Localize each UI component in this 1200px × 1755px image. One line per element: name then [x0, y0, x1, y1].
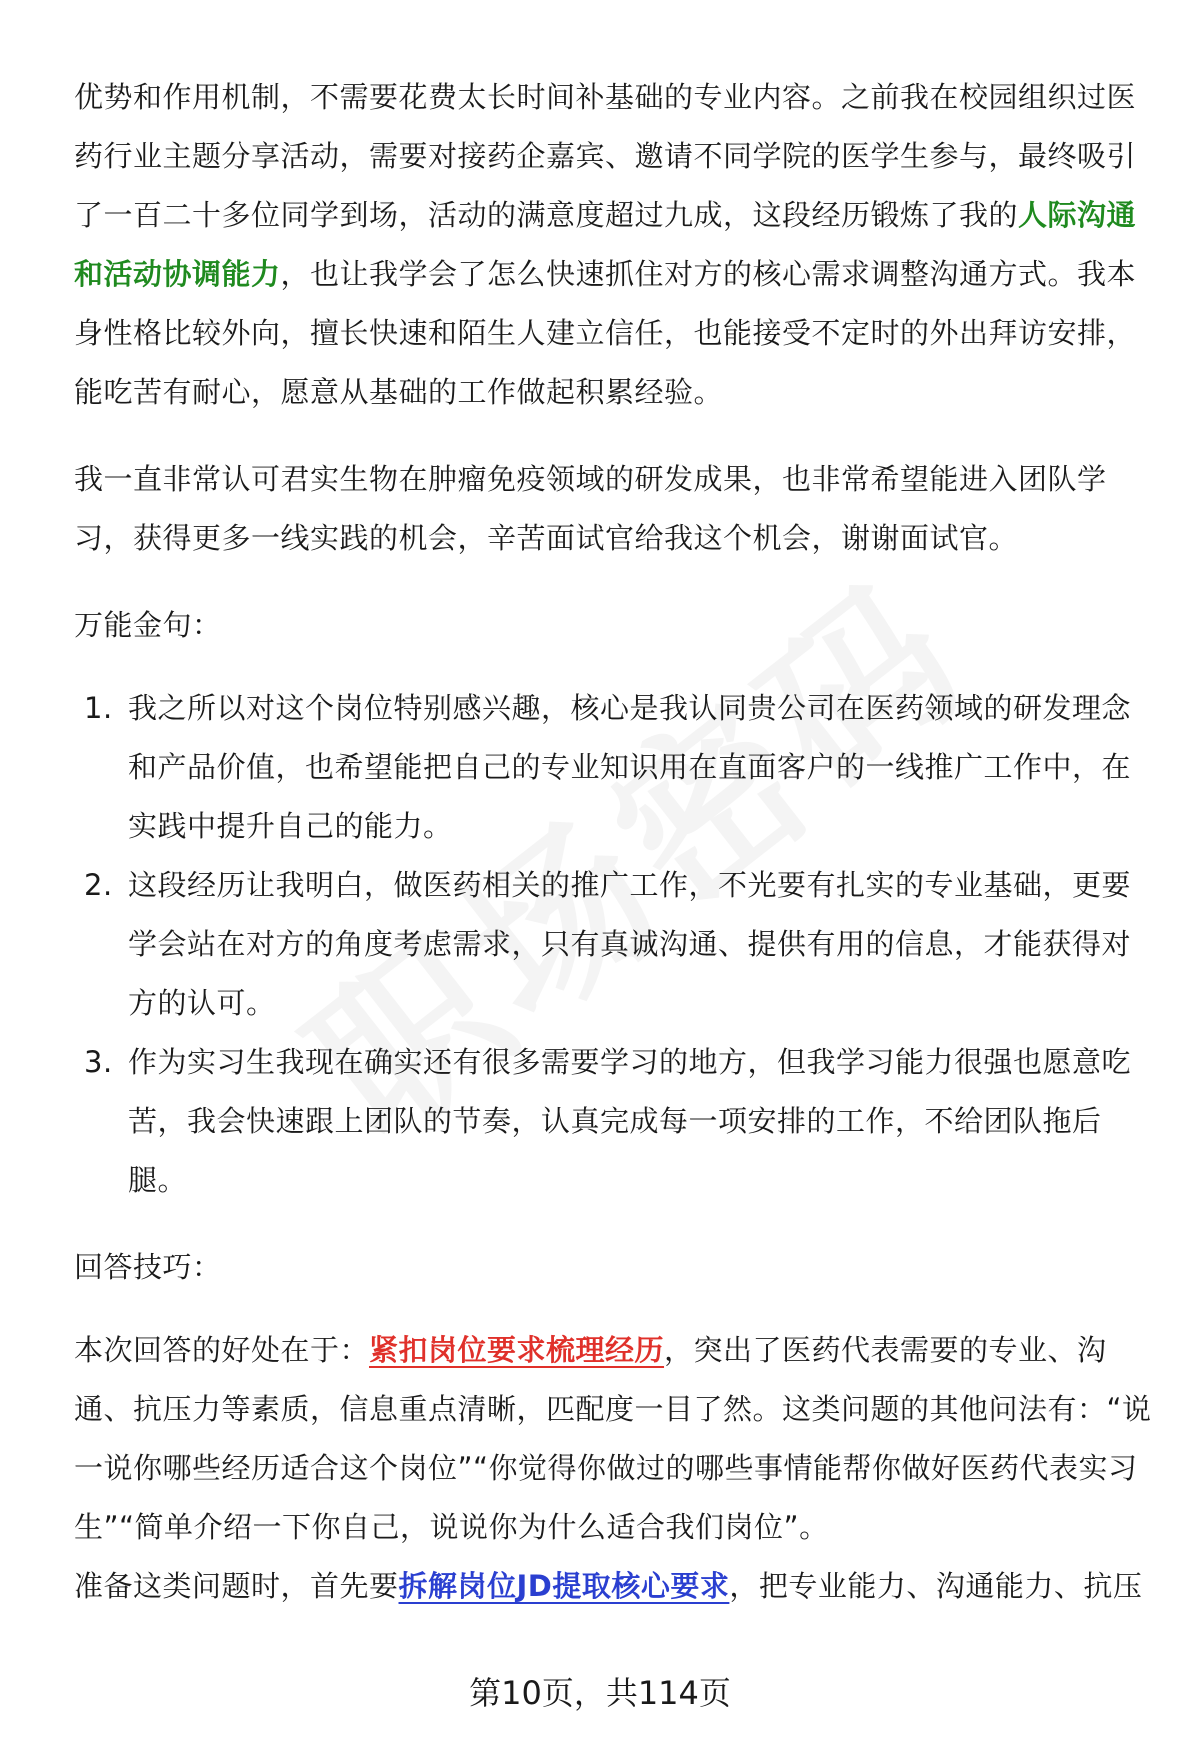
paragraph-text: ，也让我学会了怎么快速抓住对方的核心需求调整沟通方式。我本身性格比较外向，擅长快速和陌生人建立信任，也能接受不定时的外出拜访安排，能吃苦有耐心，愿意从基础的工作做起积累经验。: [74, 257, 1137, 409]
paragraph-preparation: [74, 1557, 1152, 1616]
paragraph-tips: [74, 1321, 1152, 1557]
list-item: [74, 679, 1152, 856]
paragraph-text: ，突出了医药代表需要的专业、沟通、抗压力等素质，信息重点清晰，匹配度一目了然。这类问题的其他问法有：“说一说你哪些经历适合这个岗位”“你觉得你做过的哪些事情能帮你做好医药代表实习生”“简单介绍一下你自己，说说你为什么适合我们岗位”。: [74, 1333, 1152, 1544]
list-item-text: 作为实习生我现在确实还有很多需要学习的地方，但我学习能力很强也愿意吃苦，我会快速跟上团队的节奏，认真完成每一项安排的工作，不给团队拖后腿。: [128, 1045, 1132, 1197]
paragraph-text: 准备这类问题时，首先要: [74, 1569, 399, 1603]
list-item-text: 我之所以对这个岗位特别感兴趣，核心是我认同贵公司在医药领域的研发理念和产品价值，也希望能把自己的专业知识用在直面客户的一线推广工作中，在实践中提升自己的能力。: [128, 691, 1132, 843]
list-number: 2.: [84, 868, 113, 902]
golden-sentences-heading: 万能金句：: [74, 608, 222, 642]
paragraph-closing: 我一直非常认可君实生物在肿瘤免疫领域的研发成果，也非常希望能进入团队学习，获得更多一线实践的机会，辛苦面试官给我这个机会，谢谢面试官。: [74, 462, 1107, 555]
list-item-text: 这段经历让我明白，做医药相关的推广工作，不光要有扎实的专业基础，更要学会站在对方的角度考虑需求，只有真诚沟通、提供有用的信息，才能获得对方的认可。: [128, 868, 1132, 1020]
paragraph-text: 优势和作用机制，不需要花费太长时间补基础的专业内容。之前我在校园组织过医药行业主题分享活动，需要对接药企嘉宾、邀请不同学院的医学生参与，最终吸引了一百二十多位同学到场，活动的满意度超过九成，这段经历锻炼了我的: [74, 80, 1137, 232]
answer-tips-heading: 回答技巧：: [74, 1250, 222, 1284]
paragraph-text: ，把专业能力、沟通能力、抗压: [729, 1569, 1143, 1603]
page-number: 第10页，共114页: [469, 1674, 731, 1712]
list-item: [74, 856, 1152, 1033]
highlight-key-point: 紧扣岗位要求梳理经历: [369, 1333, 665, 1367]
paragraph-experience: [74, 68, 1152, 422]
highlight-communication-skill: 人际沟通和活动协调能力: [74, 198, 1137, 291]
highlight-jd-analysis: 拆解岗位JD提取核心要求: [398, 1569, 730, 1603]
list-number: 3.: [84, 1045, 113, 1079]
golden-sentences-list: [74, 679, 1152, 1210]
list-number: 1.: [84, 691, 113, 725]
list-item: [74, 1033, 1152, 1210]
document-body: [74, 68, 1152, 1616]
paragraph-text: 本次回答的好处在于：: [74, 1333, 370, 1367]
